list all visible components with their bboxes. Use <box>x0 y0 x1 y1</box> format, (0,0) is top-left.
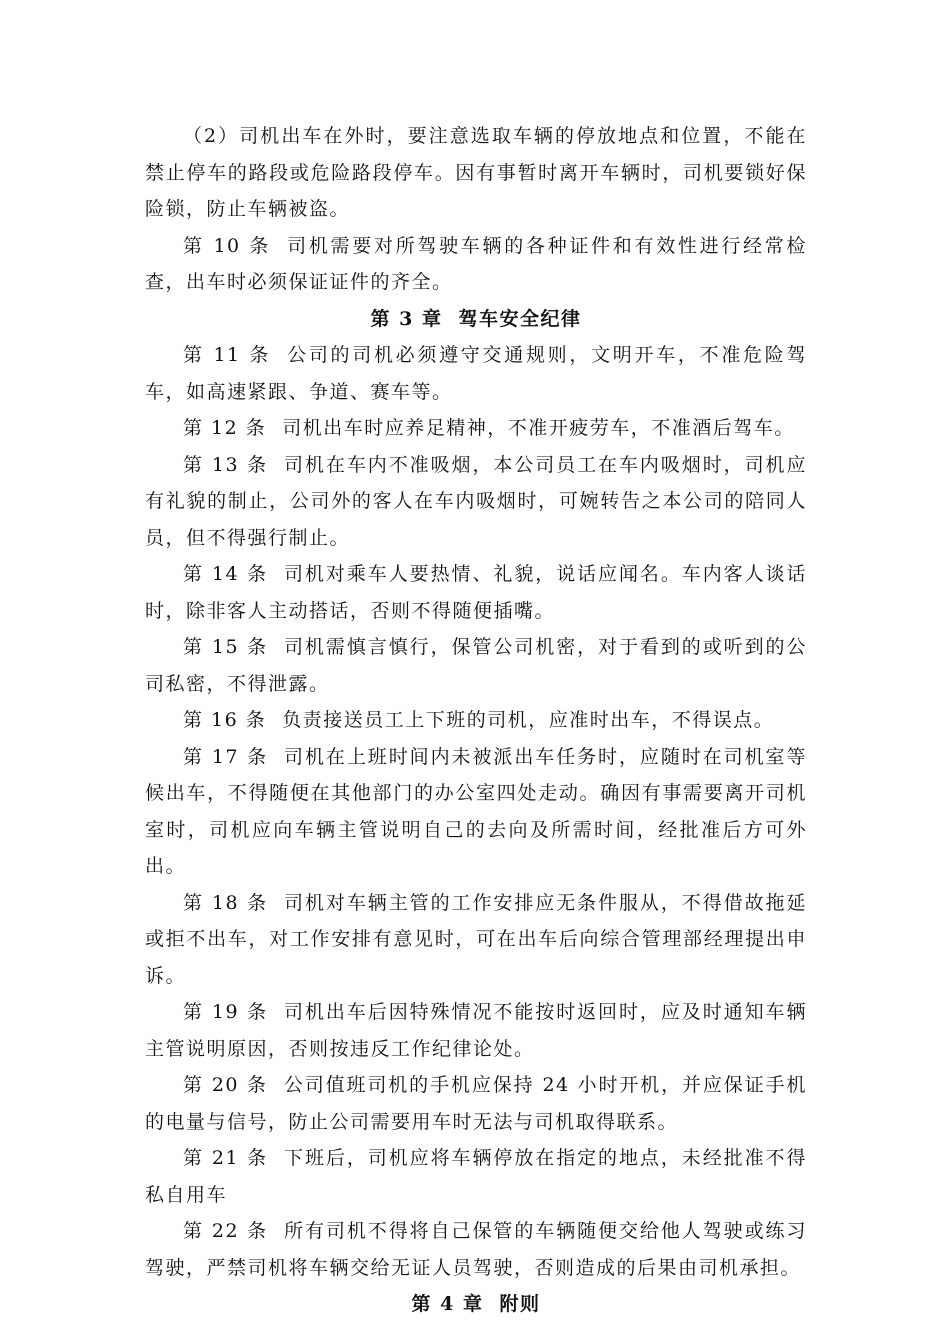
article-text: 司机在车内不准吸烟，本公司员工在车内吸烟时，司机应有礼貌的制止，公司外的客人在车内吸烟时，可婉转告之本公司的陪同人员，但不得强行制止。 <box>145 453 807 549</box>
article-number: 第 15 条 <box>183 636 269 658</box>
article-text: 司机在上班时间内未被派出车任务时，应随时在司机室等候出车，不得随便在其他部门的办公室四处走动。确因有事需要离开司机室时，司机应向车辆主管说明自己的去向及所需时间，经批准后方可外出。 <box>145 745 807 877</box>
article-number: 第 21 条 <box>183 1147 269 1169</box>
article-number: 第 10 条 <box>183 234 272 257</box>
article-text: 公司值班司机的手机应保持 24 小时开机，并应保证手机的电量与信号，防止公司需要用车时无法与司机取得联系。 <box>145 1074 807 1133</box>
article-number: 第 12 条 <box>183 417 267 439</box>
article-number: 第 13 条 <box>183 453 269 476</box>
chapter-title: 驾车安全纪律 <box>458 307 582 330</box>
chapter-title: 附则 <box>499 1293 541 1315</box>
article-number: 第 20 条 <box>183 1074 268 1096</box>
article-number: 第 18 条 <box>183 891 269 914</box>
article-text: 司机需慎言慎行，保管公司机密，对于看到的或听到的公司私密，不得泄露。 <box>145 636 807 695</box>
article-number: 第 17 条 <box>183 745 269 768</box>
article-12 <box>145 410 807 447</box>
article-11 <box>145 337 807 410</box>
article-text: 司机对车辆主管的工作安排应无条件服从，不得借故拖延或拒不出车，对工作安排有意见时，可在出车后向综合管理部经理提出申诉。 <box>145 891 807 987</box>
article-text: 司机需要对所驾驶车辆的各种证件和有效性进行经常检查，出车时必须保证证件的齐全。 <box>145 234 807 293</box>
article-15 <box>145 629 807 702</box>
article-number: 第 22 条 <box>183 1220 269 1242</box>
chapter-number: 第 3 章 <box>370 307 443 330</box>
article-text: 所有司机不得将自己保管的车辆随便交给他人驾驶或练习驾驶，严禁司机将车辆交给无证人员驾驶，否则造成的后果由司机承担。 <box>145 1220 807 1279</box>
article-text: 司机出车时应养足精神，不准开疲劳车，不准酒后驾车。 <box>282 417 795 439</box>
article-17 <box>145 739 807 885</box>
article-number: 第 19 条 <box>183 1001 269 1023</box>
paragraph-item-2 <box>145 118 807 228</box>
article-20 <box>145 1067 807 1140</box>
chapter-number: 第 4 章 <box>411 1293 484 1315</box>
article-22 <box>145 1213 807 1286</box>
paragraph-text: （2）司机出车在外时，要注意选取车辆的停放地点和位置，不能在禁止停车的路段或危险路段停车。因有事暂时离开车辆时，司机要锁好保险锁，防止车辆被盗。 <box>145 125 807 220</box>
article-16 <box>145 702 807 739</box>
article-number: 第 11 条 <box>183 344 272 366</box>
article-text: 下班后，司机应将车辆停放在指定的地点，未经批准不得私自用车 <box>145 1147 807 1206</box>
chapter-4-heading <box>145 1286 807 1323</box>
article-18 <box>145 885 807 995</box>
article-text: 司机出车后因特殊情况不能按时返回时，应及时通知车辆主管说明原因，否则按违反工作纪律论处。 <box>145 1001 807 1060</box>
article-14 <box>145 556 807 629</box>
article-number: 第 16 条 <box>183 709 267 731</box>
article-number: 第 14 条 <box>183 563 269 585</box>
article-19 <box>145 994 807 1067</box>
article-10 <box>145 228 807 301</box>
document-body <box>145 118 807 1323</box>
article-text: 公司的司机必须遵守交通规则，文明开车，不准危险驾车，如高速紧跟、争道、赛车等。 <box>145 344 807 403</box>
article-text: 司机对乘车人要热情、礼貌，说话应闻名。车内客人谈话时，除非客人主动搭话，否则不得随便插嘴。 <box>145 563 807 622</box>
article-21 <box>145 1140 807 1213</box>
chapter-3-heading <box>145 301 807 338</box>
article-text: 负责接送员工上下班的司机，应准时出车，不得误点。 <box>282 709 775 731</box>
article-13 <box>145 447 807 557</box>
